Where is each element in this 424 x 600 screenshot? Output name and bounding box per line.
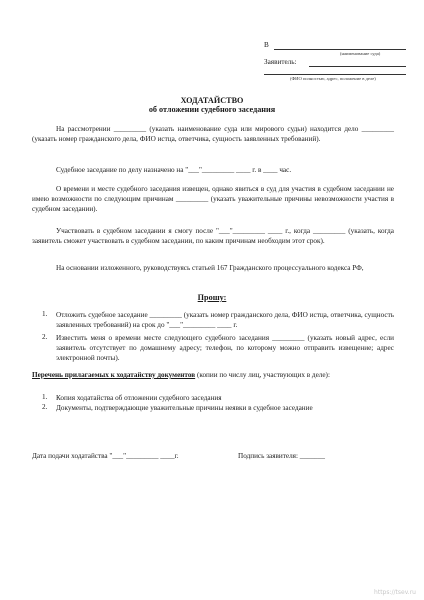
court-name-line [274,49,406,50]
paragraph-3: О времени и месте судебного заседания извещен, однако явиться в суд для участия в судебном заседании не имею возможности по следующим причинам _________ (указать уважительные причины невозможности участия в судебном заседании). [32,185,394,213]
attachments-line [32,370,402,380]
filing-date: Дата подачи ходатайства "___"_________ ____г. [32,452,179,460]
paragraph-5: На основании изложенного, руководствуясь статьей 167 Гражданского процессуального кодекса РФ, [56,264,364,272]
request-heading: Прошу: [197,293,227,302]
request-number-1: 1. [42,310,48,318]
attachment-item-2: Документы, подтверждающие уважительные причины неявки в судебное заседание [56,404,313,412]
document-subtitle: об отложении судебного заседания [148,105,276,114]
applicant-line [309,66,406,67]
watermark: https://tsev.ru [374,589,416,596]
court-prefix: В [264,41,269,49]
applicant-line-2 [264,74,406,75]
applicant-hint: (ФИО полностью, адрес, положение в деле) [290,76,376,81]
paragraph-2: Судебное заседание по делу назначено на "___"_________ ____ г. в ____ час. [56,166,292,174]
paragraph-4: Участвовать в судебном заседании я смогу после "___"_________ ____ г., когда _________ (указать, когда заявитель сможет участвовать в судебном заседании, по каким причинам необходим этот срок). [32,227,394,245]
applicant-signature: Подпись заявителя: _______ [238,452,325,460]
request-number-2: 2. [42,333,48,341]
attachment-number-1: 1. [42,393,48,401]
attachment-number-2: 2. [42,403,48,411]
request-item-1: Отложить судебное заседание _________ (указать номер гражданского дела, ФИО истца, ответчика, сущность заявленных требований) на срок до "___"_________ ____ г. [56,311,394,329]
attachment-item-1: Копия ходатайства об отложении судебного заседания [56,394,222,402]
applicant-label: Заявитель: [264,58,297,66]
attachments-note: (копии по числу лиц, участвующих в деле): [195,371,330,379]
attachments-heading: Перечень прилагаемых к ходатайству документов [32,371,196,379]
request-item-2: Известить меня о времени месте следующего судебного заседания _________ (указать новый адрес, если заявитель отсутствует по домашнему адресу; телефон, по которому можно отправить извещение; адрес электронной почты). [56,334,394,362]
court-name-hint: (наименование суда) [340,51,381,56]
document-title: ХОДАТАЙСТВО [180,96,244,105]
paragraph-1: На рассмотрении _________ (указать наименование суда или мирового судьи) находится дело _________ (указать номер гражданского дела, ФИО истца, ответчика, сущность заявленных требований). [32,125,394,143]
